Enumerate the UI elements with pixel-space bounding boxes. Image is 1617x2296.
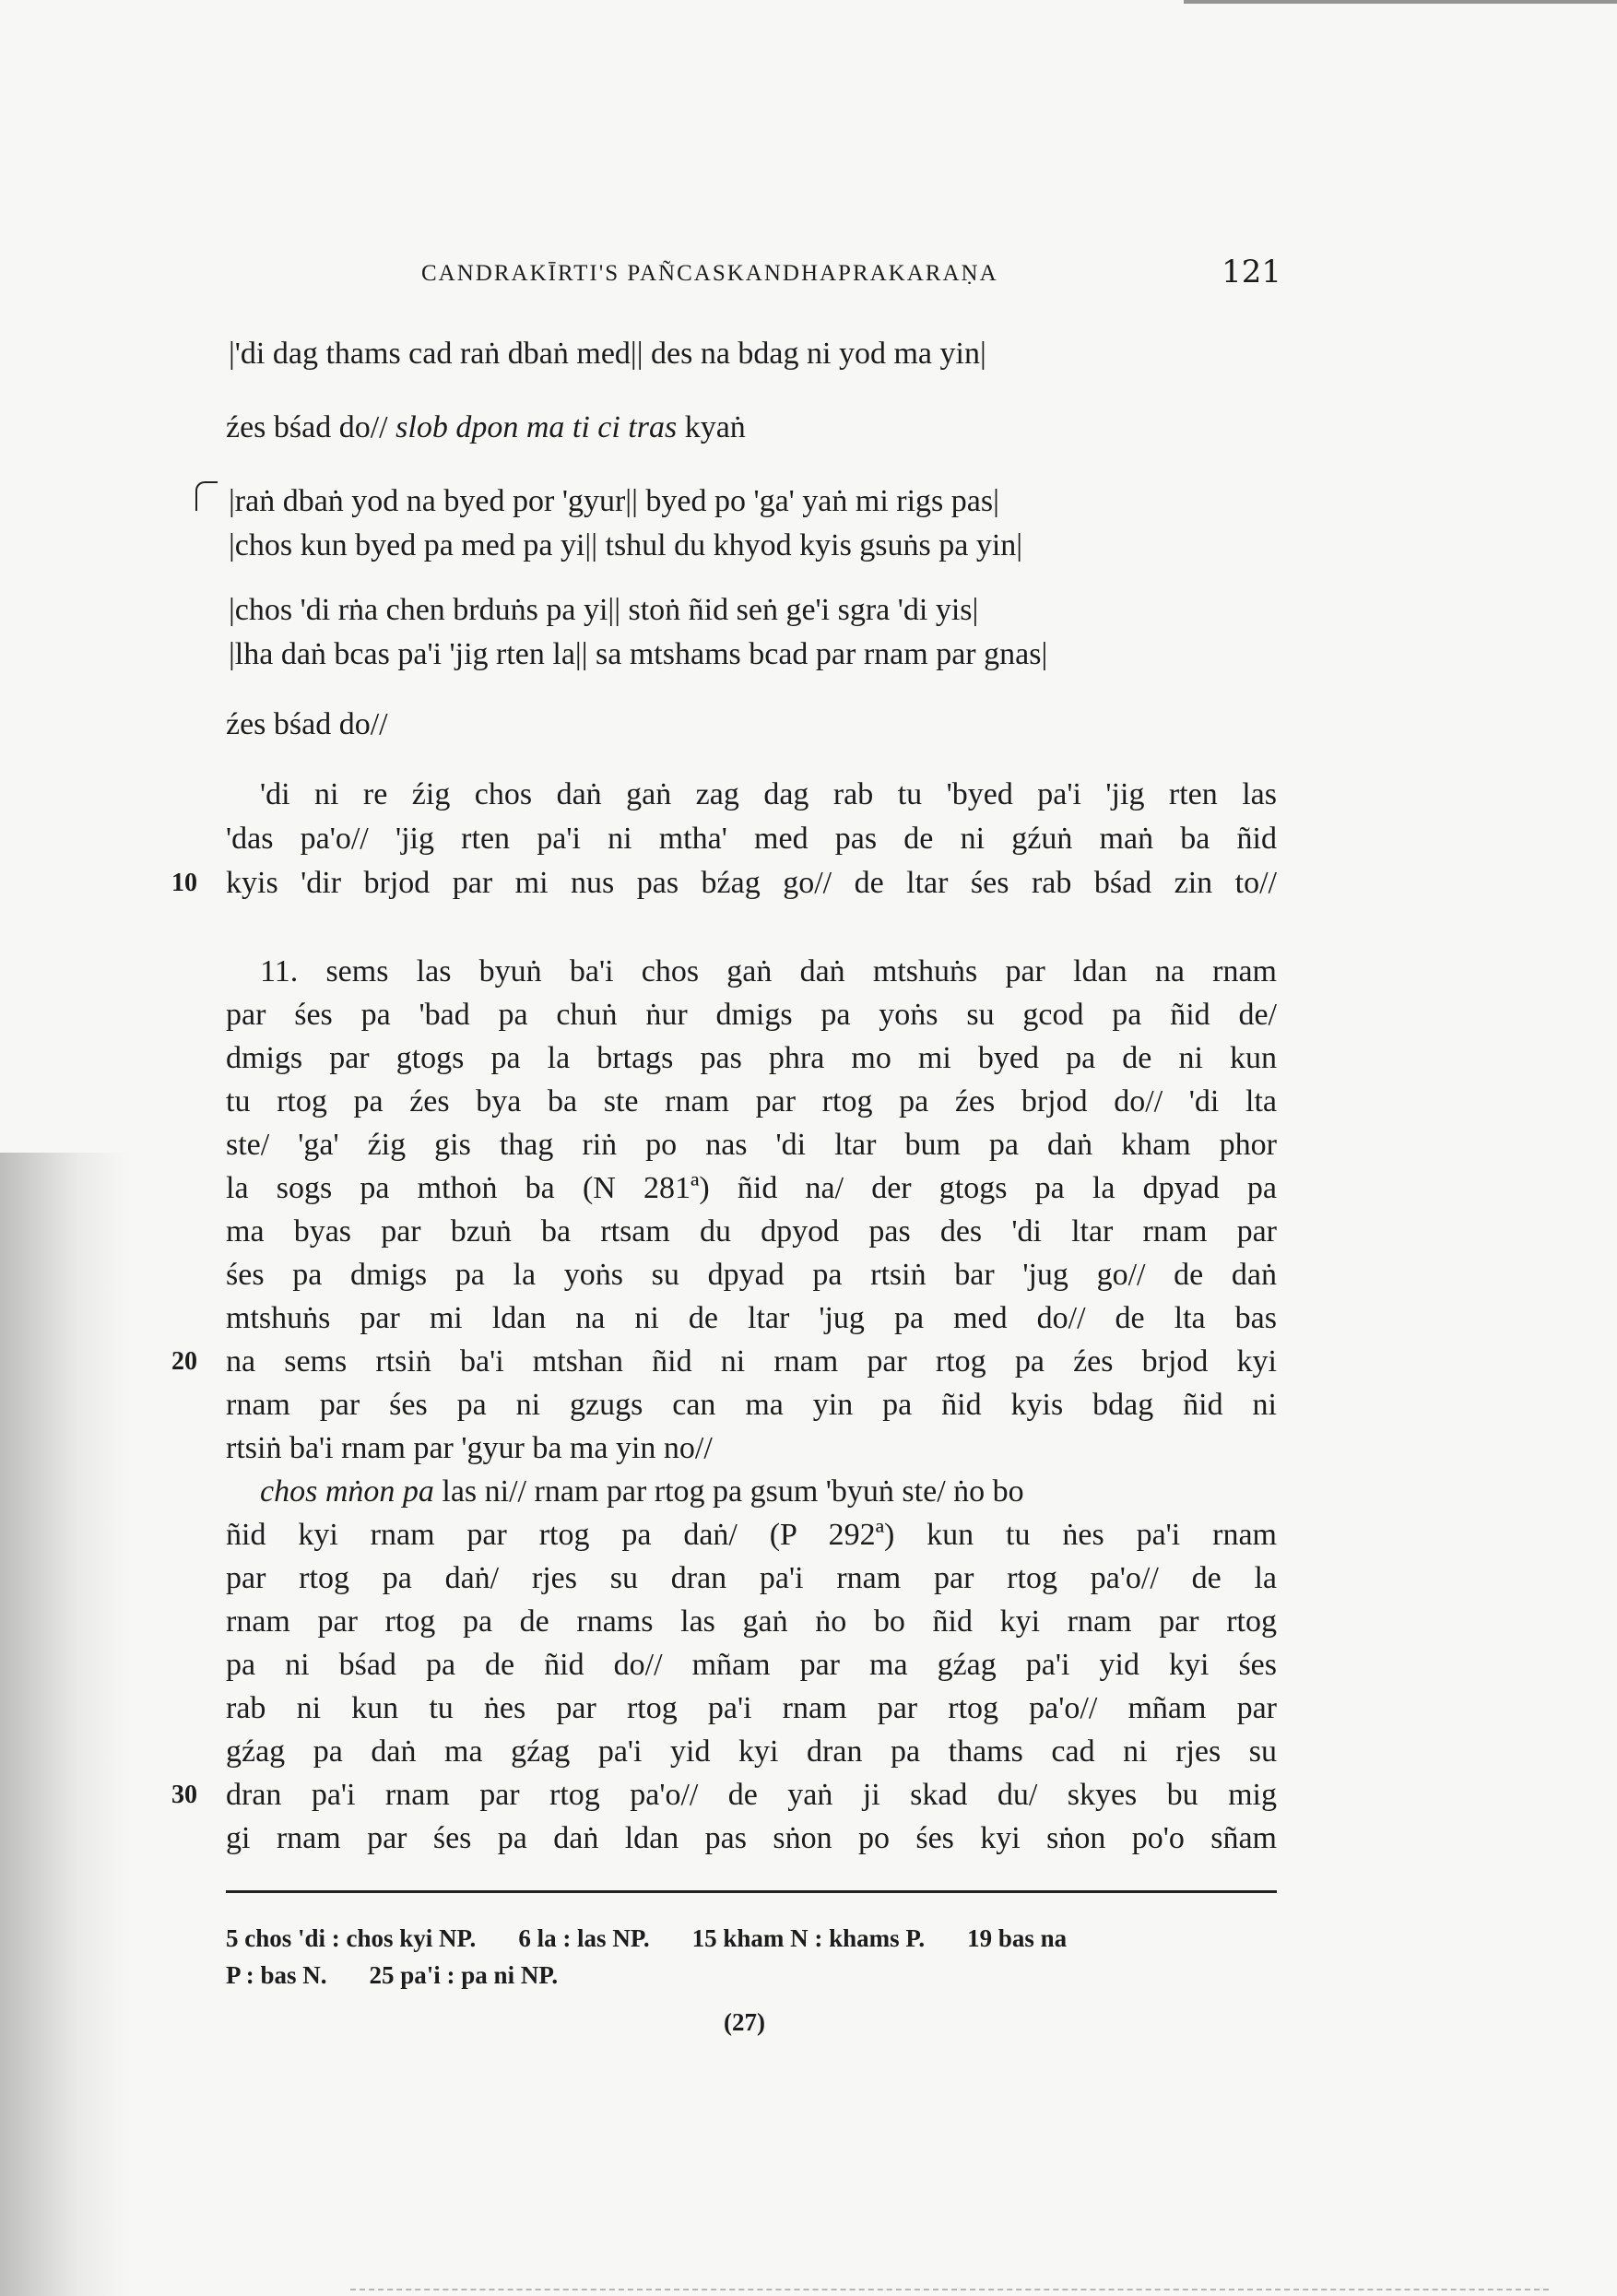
footnote: 5 chos 'di : chos kyi NP. (226, 1924, 477, 1952)
text-line: mtshuṅs par mi ldan na ni de ltar 'jug pa med do// de lta bas (226, 1301, 1277, 1335)
text-line: na sems rtsiṅ ba'i mtshan ñid ni rnam par rtog pa źes brjod kyi (226, 1344, 1277, 1379)
footnote: 6 la : las NP. (518, 1924, 650, 1952)
verse-line: |chos 'di rṅa chen brduṅs pa yi|| stoṅ ñid seṅ ge'i sgra 'di yis| (229, 593, 979, 627)
line-number: 30 (171, 1781, 197, 1809)
verse-line: |raṅ dbaṅ yod na byed por 'gyur|| byed po 'ga' yaṅ mi rigs pas| (229, 484, 999, 518)
text-line: tu rtog pa źes bya ba ste rnam par rtog pa źes brjod do// 'di lta (226, 1084, 1277, 1118)
page-header (235, 254, 1281, 300)
page-number: 121 (1222, 254, 1281, 290)
text-line: par śes pa 'bad pa chuṅ ṅur dmigs pa yoṅs su gcod pa ñid de/ (226, 998, 1277, 1032)
scan-bottom-rule (350, 2286, 1549, 2290)
running-head: CANDRAKĪRTI'S PAÑCASKANDHAPRAKARAṆA (421, 261, 998, 286)
verse-line: |lha daṅ bcas pa'i 'jig rten la|| sa mtshams bcad par rnam par gnas| (229, 637, 1048, 671)
text-line: pa ni bśad pa de ñid do// mñam par ma gźag pa'i yid kyi śes (226, 1648, 1277, 1682)
text-line: ste/ 'ga' źig gis thag riṅ po nas 'di ltar bum pa daṅ kham phor (226, 1128, 1277, 1162)
text-line: rnam par rtog pa de rnams las gaṅ ṅo bo ñid kyi rnam par rtog (226, 1604, 1277, 1639)
footnote-line (226, 1920, 1277, 1957)
text-line (260, 1472, 1277, 1512)
scan-edge-shadow (0, 1153, 129, 2296)
text-line: 'das pa'o// 'jig rten pa'i ni mtha' med pas de ni gźuṅ maṅ ba ñid (226, 822, 1277, 856)
footnote: 15 kham N : khams P. (691, 1924, 926, 1952)
footnote: 25 pa'i : pa ni NP. (369, 1961, 559, 1989)
text-line: ma byas par bzuṅ ba rtsam du dpyod pas des 'di ltar rnam par (226, 1214, 1277, 1249)
text-line: dran pa'i rnam par rtog pa'o// de yaṅ ji skad du/ skyes bu mig (226, 1778, 1277, 1812)
verse-line: |chos kun byed pa med pa yi|| tshul du khyod kyis gsuṅs pa yin| (229, 528, 1023, 562)
author-name: slob dpon ma ti ci tras (395, 410, 678, 444)
line-number: 20 (171, 1347, 197, 1376)
text-span: kyaṅ (677, 410, 746, 444)
text-line: 11. sems las byuṅ ba'i chos gaṅ daṅ mtshuṅs par ldan na rnam (260, 954, 1277, 988)
text-line: źes bśad do// (226, 707, 388, 741)
text-line: rtsiṅ ba'i rnam par 'gyur ba ma yin no// (226, 1431, 713, 1465)
footnote: 19 bas na (967, 1924, 1068, 1952)
text-span (260, 1472, 1024, 1512)
line-number: 10 (171, 869, 197, 897)
footnote-line (226, 1957, 1277, 1994)
text-span: źes bśad do// (226, 410, 396, 444)
text-line (226, 408, 1277, 448)
text-line: dmigs par gtogs pa la brtags pas phra mo mi byed pa de ni kun (226, 1041, 1277, 1075)
text-line: kyis 'dir brjod par mi nus pas bźag go// de ltar śes rab bśad zin to// (226, 866, 1277, 900)
text-line: ñid kyi rnam par rtog pa daṅ/ (P 292ª) kun tu ṅes pa'i rnam (226, 1518, 1277, 1552)
verse-line: |'di dag thams cad raṅ dbaṅ med|| des na bdag ni yod ma yin| (229, 337, 986, 371)
text-line: la sogs pa mthoṅ ba (N 281ª) ñid na/ der gtogs pa la dpyad pa (226, 1171, 1277, 1205)
text-line: rnam par śes pa ni gzugs can ma yin pa ñid kyis bdag ñid ni (226, 1388, 1277, 1422)
text-line: rab ni kun tu ṅes par rtog pa'i rnam par rtog pa'o// mñam par (226, 1691, 1277, 1725)
scan-top-rule (1184, 0, 1617, 4)
signature-mark: (27) (724, 2008, 765, 2036)
footnote: P : bas N. (226, 1961, 327, 1989)
text-line: 'di ni re źig chos daṅ gaṅ zag dag rab tu 'byed pa'i 'jig rten las (260, 777, 1277, 811)
footnote-rule (226, 1890, 1277, 1893)
text-line: gźag pa daṅ ma gźag pa'i yid kyi dran pa thams cad ni rjes su (226, 1734, 1277, 1769)
text-span: las ni// rnam par rtog pa gsum 'byuṅ ste/ ṅo bo (433, 1474, 1024, 1509)
text-line: gi rnam par śes pa daṅ ldan pas sṅon po śes kyi sṅon po'o sñam (226, 1821, 1277, 1855)
text-line: par rtog pa daṅ/ rjes su dran pa'i rnam par rtog pa'o// de la (226, 1561, 1277, 1595)
margin-bracket-mark (195, 481, 218, 511)
work-title: chos mṅon pa (260, 1474, 434, 1509)
text-line: śes pa dmigs pa la yoṅs su dpyad pa rtsiṅ bar 'jug go// de daṅ (226, 1258, 1277, 1292)
